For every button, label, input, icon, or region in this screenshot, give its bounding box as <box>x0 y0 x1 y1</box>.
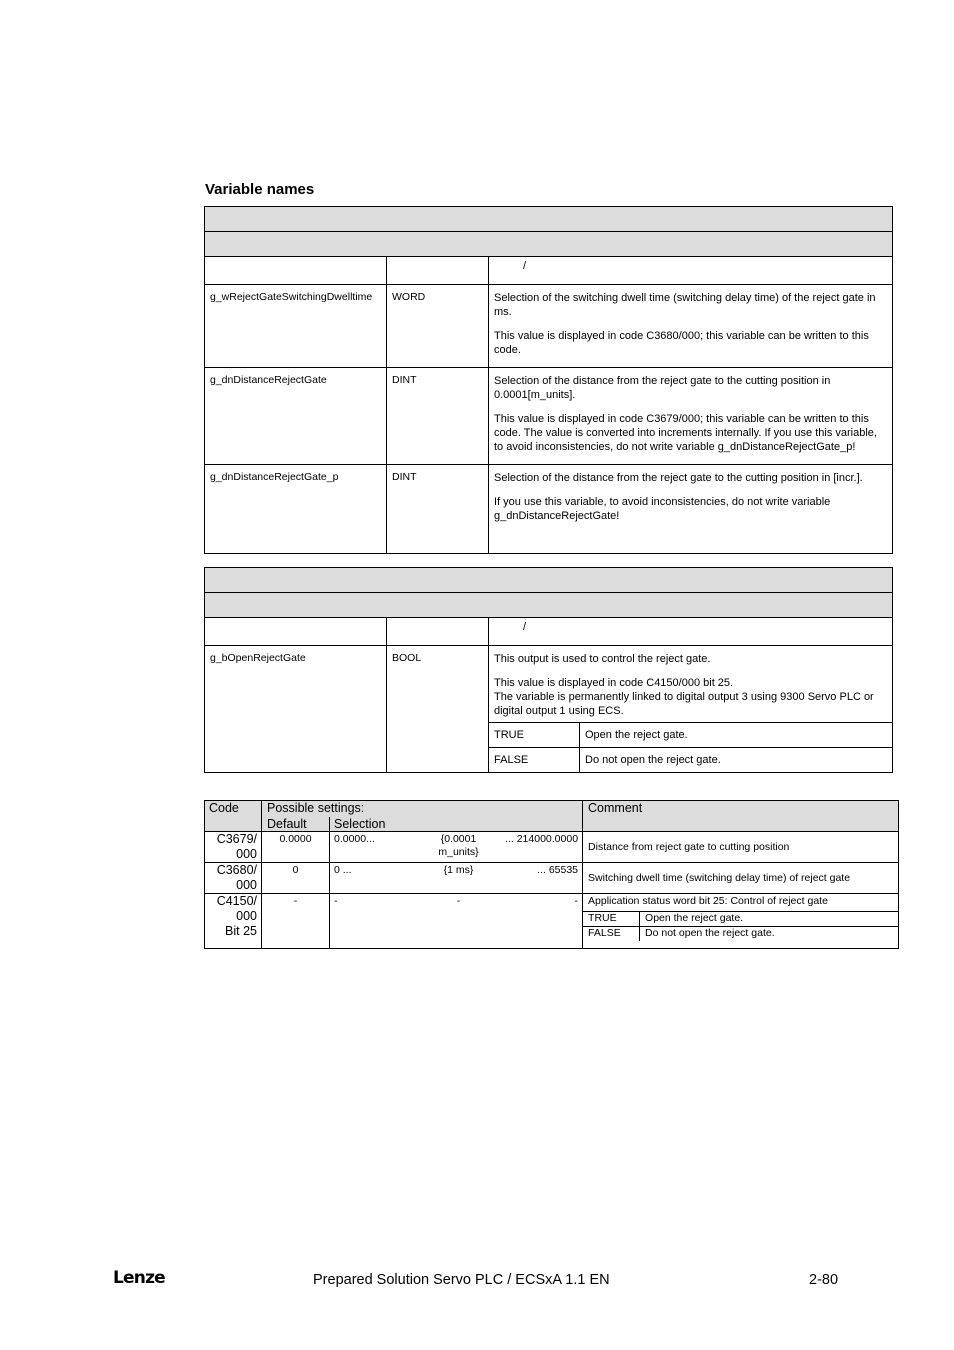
table-row <box>205 285 893 368</box>
code-comment-cell <box>583 894 899 949</box>
value-label: TRUE <box>489 723 580 748</box>
variable-description <box>489 646 893 773</box>
value-row <box>489 723 892 748</box>
code-line: 000 <box>236 878 257 892</box>
description-paragraph <box>494 676 892 718</box>
code-comment: Application status word bit 25: Control of reject gate <box>588 895 828 907</box>
table-row <box>205 368 893 465</box>
variable-type: DINT <box>387 465 489 554</box>
header-selection: Selection <box>330 817 583 832</box>
variable-description <box>489 465 893 554</box>
code-row <box>205 894 899 949</box>
description-paragraph: If you use this variable, to avoid inconsistencies, do not write variable g_dnDistanceRejectGate! <box>494 496 831 522</box>
table-row <box>205 646 893 773</box>
lenze-logo: Lenze <box>113 1268 165 1288</box>
value-row <box>489 748 892 773</box>
section-title: Variable names <box>205 181 315 198</box>
selection-unit: - <box>425 894 493 949</box>
code-header-row <box>205 801 899 817</box>
code-row <box>205 832 899 863</box>
value-meaning: Do not open the reject gate. <box>580 748 893 773</box>
unit-line: m_units} <box>438 846 479 858</box>
value-label: FALSE <box>583 927 640 942</box>
footer-title: Prepared Solution Servo PLC / ECSxA 1.1 EN <box>313 1272 610 1288</box>
variable-type: WORD <box>387 285 489 368</box>
code-cell <box>205 832 262 863</box>
column-header-row <box>205 257 893 285</box>
table-title-bar <box>205 568 893 593</box>
table-subtitle-bar <box>205 232 893 257</box>
selection-min: - <box>330 894 425 949</box>
value-label: TRUE <box>583 912 640 927</box>
table-row <box>205 465 893 554</box>
code-line: C3679/ <box>216 832 257 846</box>
code-cell <box>205 894 262 949</box>
code-comment: Distance from reject gate to cutting position <box>583 832 899 863</box>
table-subtitle-bar <box>205 593 893 618</box>
selection-min: 0 ... <box>330 863 425 894</box>
code-line: C4150/ <box>216 894 257 908</box>
value-meaning: Do not open the reject gate. <box>640 927 899 942</box>
variable-description <box>489 368 893 465</box>
code-line: C3680/ <box>216 863 257 877</box>
page-number: 2-80 <box>809 1272 839 1288</box>
description-paragraph: Selection of the distance from the reject gate to the cutting position in 0.0001[m_units]. <box>494 375 831 401</box>
value-row <box>583 927 898 942</box>
selection-unit <box>425 832 493 863</box>
header-code: Code <box>205 801 262 832</box>
description-line: This value is displayed in code C4150/000 bit 25. <box>494 677 734 689</box>
selection-max: ... 214000.0000 <box>493 832 583 863</box>
table-title-bar <box>205 207 893 232</box>
value-meaning: Open the reject gate. <box>580 723 893 748</box>
header-slash: / <box>489 257 893 285</box>
description-line: The variable is permanently linked to digital output 3 using 9300 Servo PLC or digital output 1 using ECS. <box>494 691 874 717</box>
description-paragraph: This value is displayed in code C3679/000; this variable can be written to this code. The value is converted into increments internally. If you use this variable, to avoid inconsistencies, do not write variable g_dnDistanceRejectGate_p! <box>494 413 877 453</box>
description-paragraph: This value is displayed in code C3680/000; this variable can be written to this code. <box>494 330 869 356</box>
variable-name: g_dnDistanceRejectGate <box>205 368 387 465</box>
header-possible-settings: Possible settings: <box>262 801 583 817</box>
selection-max: ... 65535 <box>493 863 583 894</box>
header-comment: Comment <box>583 801 899 832</box>
variable-name: g_dnDistanceRejectGate_p <box>205 465 387 554</box>
code-line: Bit 25 <box>225 924 257 938</box>
header-default: Default <box>262 817 330 832</box>
description-paragraph: Selection of the distance from the reject gate to the cutting position in [incr.]. <box>494 472 863 484</box>
value-table <box>489 722 892 772</box>
default-value: 0 <box>262 863 330 894</box>
header-slash: / <box>489 618 893 646</box>
variable-name: g_wRejectGateSwitchingDwelltime <box>205 285 387 368</box>
default-value: 0.0000 <box>262 832 330 863</box>
unit-line: {0.0001 <box>440 833 477 845</box>
code-comment: Switching dwell time (switching delay time) of reject gate <box>583 863 899 894</box>
code-line: 000 <box>236 909 257 923</box>
value-table <box>583 911 898 941</box>
selection-min: 0.0000... <box>330 832 425 863</box>
description-paragraph: This output is used to control the reject gate. <box>494 653 711 665</box>
variable-type: DINT <box>387 368 489 465</box>
selection-unit: {1 ms} <box>425 863 493 894</box>
value-label: FALSE <box>489 748 580 773</box>
description-paragraph: Selection of the switching dwell time (switching delay time) of the reject gate in ms. <box>494 292 876 318</box>
default-value: - <box>262 894 330 949</box>
variable-name: g_bOpenRejectGate <box>205 646 387 773</box>
code-table <box>204 800 899 949</box>
code-row <box>205 863 899 894</box>
column-header-row <box>205 618 893 646</box>
input-variables-table <box>204 206 893 554</box>
variable-type: BOOL <box>387 646 489 773</box>
selection-max: - <box>493 894 583 949</box>
value-meaning: Open the reject gate. <box>640 912 899 927</box>
value-row <box>583 912 898 927</box>
code-line: 000 <box>236 847 257 861</box>
output-variables-table <box>204 567 893 773</box>
code-cell <box>205 863 262 894</box>
variable-description <box>489 285 893 368</box>
